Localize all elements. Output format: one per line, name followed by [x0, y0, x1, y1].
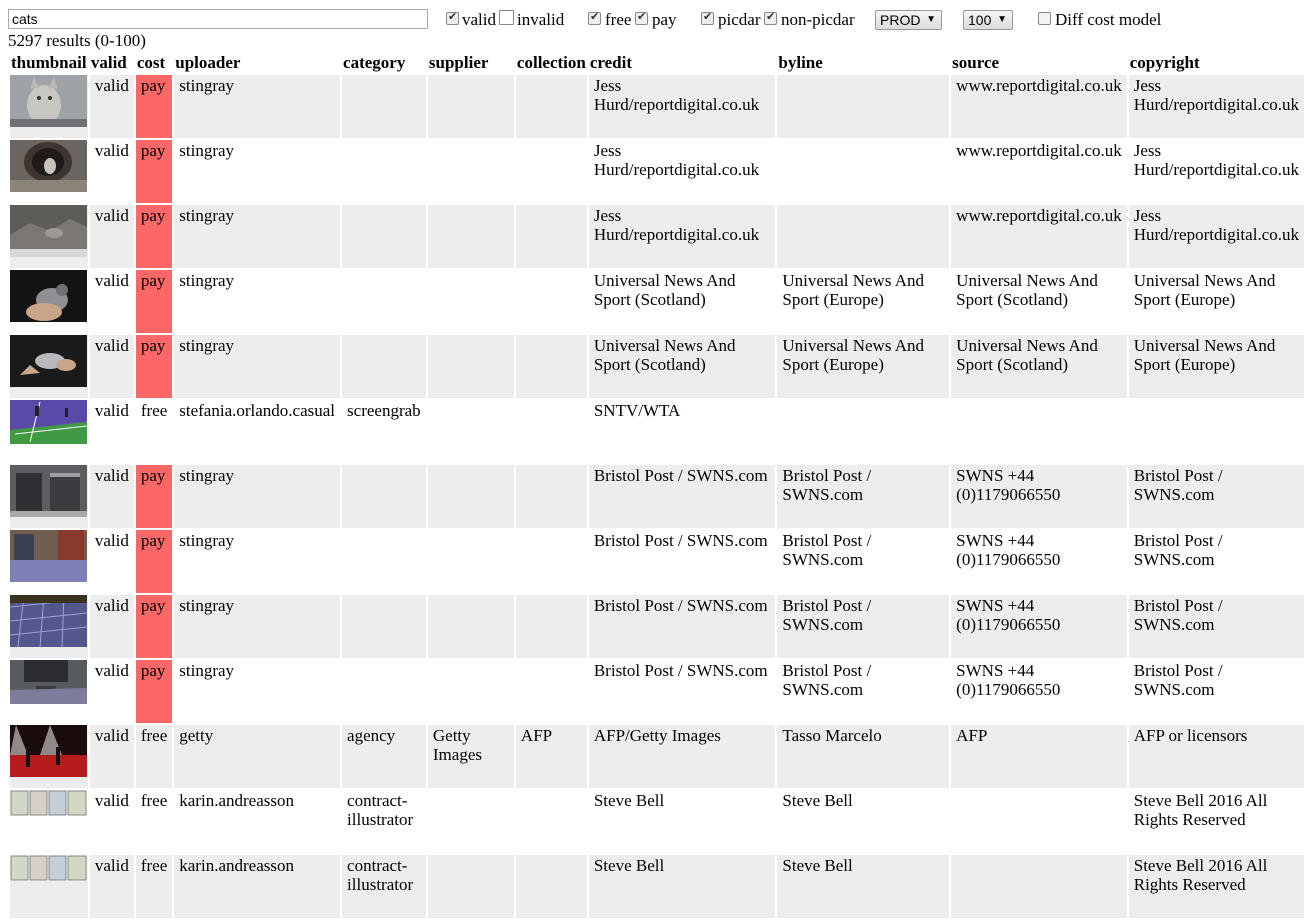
results-count: 5297 results (0-100): [8, 31, 146, 50]
source-cell: SWNS +44 (0)1179066550: [951, 595, 1127, 658]
byline-cell: Bristol Post / SWNS.com: [777, 595, 949, 658]
dropdown-arrow-icon: ▼: [926, 14, 936, 25]
supplier-cell: [428, 855, 514, 918]
credit-cell: Jess Hurd/reportdigital.co.uk: [589, 140, 776, 203]
collection-cell: [516, 400, 587, 463]
credit-cell: Bristol Post / SWNS.com: [589, 660, 776, 723]
thumbnail-cell: [10, 465, 88, 528]
thumbnail-cell: [10, 595, 88, 658]
uploader-cell: stingray: [174, 75, 340, 138]
collection-cell: [516, 595, 587, 658]
thumbnail-image[interactable]: [10, 465, 87, 517]
valid-label: valid: [462, 10, 496, 29]
cost-cell: free: [136, 790, 172, 853]
byline-cell: Bristol Post / SWNS.com: [777, 530, 949, 593]
table-row[interactable]: [10, 725, 1304, 788]
column-header-supplier[interactable]: supplier: [428, 53, 489, 72]
column-header-copyright[interactable]: copyright: [1129, 53, 1200, 72]
copyright-cell: Universal News And Sport (Europe): [1129, 270, 1304, 333]
table-row[interactable]: [10, 855, 1304, 918]
valid-cell: valid: [90, 270, 134, 333]
column-header-thumbnail[interactable]: thumbnail: [11, 53, 87, 72]
category-cell: [342, 595, 426, 658]
free-checkbox[interactable]: [588, 12, 601, 25]
non-picdar-label: non-picdar: [781, 10, 855, 29]
cost-cell: pay: [136, 75, 172, 138]
copyright-cell: Bristol Post / SWNS.com: [1129, 595, 1304, 658]
uploader-cell: karin.andreasson: [174, 855, 340, 918]
copyright-cell: AFP or licensors: [1129, 725, 1304, 788]
thumbnail-cell: [10, 140, 88, 203]
credit-cell: Jess Hurd/reportdigital.co.uk: [589, 205, 776, 268]
supplier-cell: [428, 790, 514, 853]
uploader-cell: karin.andreasson: [174, 790, 340, 853]
table-row[interactable]: [10, 790, 1304, 853]
thumbnail-cell: [10, 400, 88, 463]
credit-cell: Bristol Post / SWNS.com: [589, 530, 776, 593]
thumbnail-cell: [10, 270, 88, 333]
credit-cell: Universal News And Sport (Scotland): [589, 270, 776, 333]
pay-checkbox[interactable]: [635, 12, 648, 25]
dropdown-arrow-icon: ▼: [997, 14, 1007, 25]
thumbnail-image[interactable]: [10, 855, 87, 881]
table-header-row: [10, 53, 1304, 73]
picdar-checkbox[interactable]: [701, 12, 714, 25]
collection-cell: [516, 530, 587, 593]
cost-cell: pay: [136, 205, 172, 268]
thumbnail-cell: [10, 205, 88, 268]
credit-cell: Universal News And Sport (Scotland): [589, 335, 776, 398]
supplier-cell: [428, 595, 514, 658]
byline-cell: Universal News And Sport (Europe): [777, 270, 949, 333]
byline-cell: Bristol Post / SWNS.com: [777, 465, 949, 528]
cost-cell: pay: [136, 660, 172, 723]
source-cell: SWNS +44 (0)1179066550: [951, 465, 1127, 528]
source-cell: SWNS +44 (0)1179066550: [951, 530, 1127, 593]
copyright-cell: Universal News And Sport (Europe): [1129, 335, 1304, 398]
column-header-credit[interactable]: credit: [589, 53, 633, 72]
thumbnail-image[interactable]: [10, 205, 87, 257]
environment-select-value: PROD: [880, 12, 921, 28]
column-header-byline[interactable]: byline: [778, 53, 823, 72]
thumbnail-image[interactable]: [10, 790, 87, 816]
valid-cell: valid: [90, 465, 134, 528]
source-cell: [951, 790, 1127, 853]
source-cell: www.reportdigital.co.uk: [951, 140, 1127, 203]
source-cell: www.reportdigital.co.uk: [951, 205, 1127, 268]
credit-cell: Bristol Post / SWNS.com: [589, 465, 776, 528]
collection-cell: [516, 465, 587, 528]
category-cell: [342, 270, 426, 333]
table-row[interactable]: [10, 140, 1304, 203]
cost-cell: pay: [136, 465, 172, 528]
byline-cell: Steve Bell: [777, 855, 949, 918]
category-cell: screengrab: [342, 400, 426, 463]
collection-cell: AFP: [516, 725, 587, 788]
cost-cell: pay: [136, 530, 172, 593]
cost-cell: pay: [136, 595, 172, 658]
copyright-cell: Jess Hurd/reportdigital.co.uk: [1129, 205, 1304, 268]
source-cell: [951, 400, 1127, 463]
credit-cell: AFP/Getty Images: [589, 725, 776, 788]
cost-cell: free: [136, 725, 172, 788]
byline-cell: Tasso Marcelo: [777, 725, 949, 788]
column-header-collection[interactable]: collection: [516, 53, 586, 72]
valid-cell: valid: [90, 335, 134, 398]
picdar-label: picdar: [718, 10, 761, 29]
supplier-cell: [428, 270, 514, 333]
supplier-cell: Getty Images: [428, 725, 514, 788]
thumbnail-image[interactable]: [10, 270, 87, 322]
uploader-cell: stingray: [174, 335, 340, 398]
thumbnail-cell: [10, 660, 88, 723]
copyright-cell: Bristol Post / SWNS.com: [1129, 465, 1304, 528]
thumbnail-cell: [10, 75, 88, 138]
valid-cell: valid: [90, 530, 134, 593]
table-row[interactable]: [10, 270, 1304, 333]
byline-cell: [777, 205, 949, 268]
category-cell: [342, 465, 426, 528]
collection-cell: [516, 270, 587, 333]
valid-cell: valid: [90, 140, 134, 203]
copyright-cell: [1129, 400, 1304, 463]
collection-cell: [516, 205, 587, 268]
table-row[interactable]: [10, 595, 1304, 658]
diff-cost-model-checkbox[interactable]: [1038, 12, 1051, 25]
thumbnail-cell: [10, 725, 88, 788]
collection-cell: [516, 790, 587, 853]
category-cell: contract-illustrator: [342, 855, 426, 918]
free-label: free: [605, 10, 632, 29]
source-cell: AFP: [951, 725, 1127, 788]
source-cell: Universal News And Sport (Scotland): [951, 335, 1127, 398]
supplier-cell: [428, 140, 514, 203]
table-row[interactable]: [10, 205, 1304, 268]
source-cell: SWNS +44 (0)1179066550: [951, 660, 1127, 723]
uploader-cell: stefania.orlando.casual: [174, 400, 340, 463]
supplier-cell: [428, 465, 514, 528]
thumbnail-cell: [10, 335, 88, 398]
collection-cell: [516, 140, 587, 203]
thumbnail-image[interactable]: [10, 595, 87, 647]
category-cell: [342, 75, 426, 138]
credit-cell: SNTV/WTA: [589, 400, 776, 463]
category-cell: [342, 660, 426, 723]
environment-select[interactable]: [875, 10, 942, 30]
thumbnail-image[interactable]: [10, 660, 87, 704]
column-header-category[interactable]: category: [343, 53, 406, 72]
column-header-valid[interactable]: valid: [90, 53, 127, 72]
column-header-source[interactable]: source: [952, 53, 1000, 72]
thumbnail-cell: [10, 790, 88, 853]
invalid-checkbox[interactable]: [499, 10, 514, 25]
invalid-label: invalid: [517, 10, 565, 29]
collection-cell: [516, 75, 587, 138]
cost-cell: free: [136, 855, 172, 918]
byline-cell: [777, 400, 949, 463]
category-cell: [342, 140, 426, 203]
byline-cell: [777, 75, 949, 138]
valid-checkbox[interactable]: [446, 12, 459, 25]
copyright-cell: Jess Hurd/reportdigital.co.uk: [1129, 140, 1304, 203]
cost-cell: pay: [136, 270, 172, 333]
table-row[interactable]: [10, 465, 1304, 528]
collection-cell: [516, 660, 587, 723]
valid-cell: valid: [90, 400, 134, 463]
table-row[interactable]: [10, 660, 1304, 723]
copyright-cell: Steve Bell 2016 All Rights Reserved: [1129, 855, 1304, 918]
valid-cell: valid: [90, 660, 134, 723]
supplier-cell: [428, 205, 514, 268]
supplier-cell: [428, 75, 514, 138]
uploader-cell: stingray: [174, 530, 340, 593]
supplier-cell: [428, 660, 514, 723]
collection-cell: [516, 335, 587, 398]
valid-cell: valid: [90, 790, 134, 853]
thumbnail-cell: [10, 530, 88, 593]
copyright-cell: Steve Bell 2016 All Rights Reserved: [1129, 790, 1304, 853]
uploader-cell: stingray: [174, 270, 340, 333]
valid-cell: valid: [90, 725, 134, 788]
pay-label: pay: [652, 10, 677, 29]
category-cell: [342, 530, 426, 593]
copyright-cell: Bristol Post / SWNS.com: [1129, 530, 1304, 593]
byline-cell: [777, 140, 949, 203]
diff-cost-model-label: Diff cost model: [1055, 10, 1162, 29]
cost-cell: pay: [136, 335, 172, 398]
thumbnail-image[interactable]: [10, 530, 87, 582]
table-row[interactable]: [10, 75, 1304, 138]
source-cell: Universal News And Sport (Scotland): [951, 270, 1127, 333]
credit-cell: Steve Bell: [589, 855, 776, 918]
uploader-cell: stingray: [174, 140, 340, 203]
copyright-cell: Bristol Post / SWNS.com: [1129, 660, 1304, 723]
category-cell: [342, 205, 426, 268]
byline-cell: Universal News And Sport (Europe): [777, 335, 949, 398]
valid-cell: valid: [90, 595, 134, 658]
uploader-cell: stingray: [174, 595, 340, 658]
source-cell: www.reportdigital.co.uk: [951, 75, 1127, 138]
filter-toolbar: [0, 0, 1306, 32]
collection-cell: [516, 855, 587, 918]
category-cell: [342, 335, 426, 398]
uploader-cell: getty: [174, 725, 340, 788]
column-header-uploader[interactable]: uploader: [175, 53, 241, 72]
credit-cell: Bristol Post / SWNS.com: [589, 595, 776, 658]
uploader-cell: stingray: [174, 205, 340, 268]
category-cell: contract-illustrator: [342, 790, 426, 853]
thumbnail-cell: [10, 855, 88, 918]
table-row[interactable]: [10, 400, 1304, 463]
results-table: [8, 51, 1306, 920]
thumbnail-image[interactable]: [10, 400, 87, 444]
page-size-select-value: 100: [968, 12, 992, 28]
cost-cell: pay: [136, 140, 172, 203]
valid-cell: valid: [90, 855, 134, 918]
supplier-cell: [428, 335, 514, 398]
valid-cell: valid: [90, 205, 134, 268]
byline-cell: Steve Bell: [777, 790, 949, 853]
non-picdar-checkbox[interactable]: [764, 12, 777, 25]
column-header-cost[interactable]: cost: [136, 53, 166, 72]
credit-cell: Jess Hurd/reportdigital.co.uk: [589, 75, 776, 138]
page-size-select[interactable]: [963, 10, 1013, 30]
search-input[interactable]: [8, 9, 428, 29]
thumbnail-image[interactable]: [10, 140, 87, 192]
supplier-cell: [428, 400, 514, 463]
copyright-cell: Jess Hurd/reportdigital.co.uk: [1129, 75, 1304, 138]
byline-cell: Bristol Post / SWNS.com: [777, 660, 949, 723]
category-cell: agency: [342, 725, 426, 788]
credit-cell: Steve Bell: [589, 790, 776, 853]
thumbnail-image[interactable]: [10, 335, 87, 387]
table-row[interactable]: [10, 530, 1304, 593]
cost-cell: free: [136, 400, 172, 463]
valid-cell: valid: [90, 75, 134, 138]
uploader-cell: stingray: [174, 465, 340, 528]
source-cell: [951, 855, 1127, 918]
supplier-cell: [428, 530, 514, 593]
table-row[interactable]: [10, 335, 1304, 398]
uploader-cell: stingray: [174, 660, 340, 723]
thumbnail-image[interactable]: [10, 725, 87, 777]
thumbnail-image[interactable]: [10, 75, 87, 127]
